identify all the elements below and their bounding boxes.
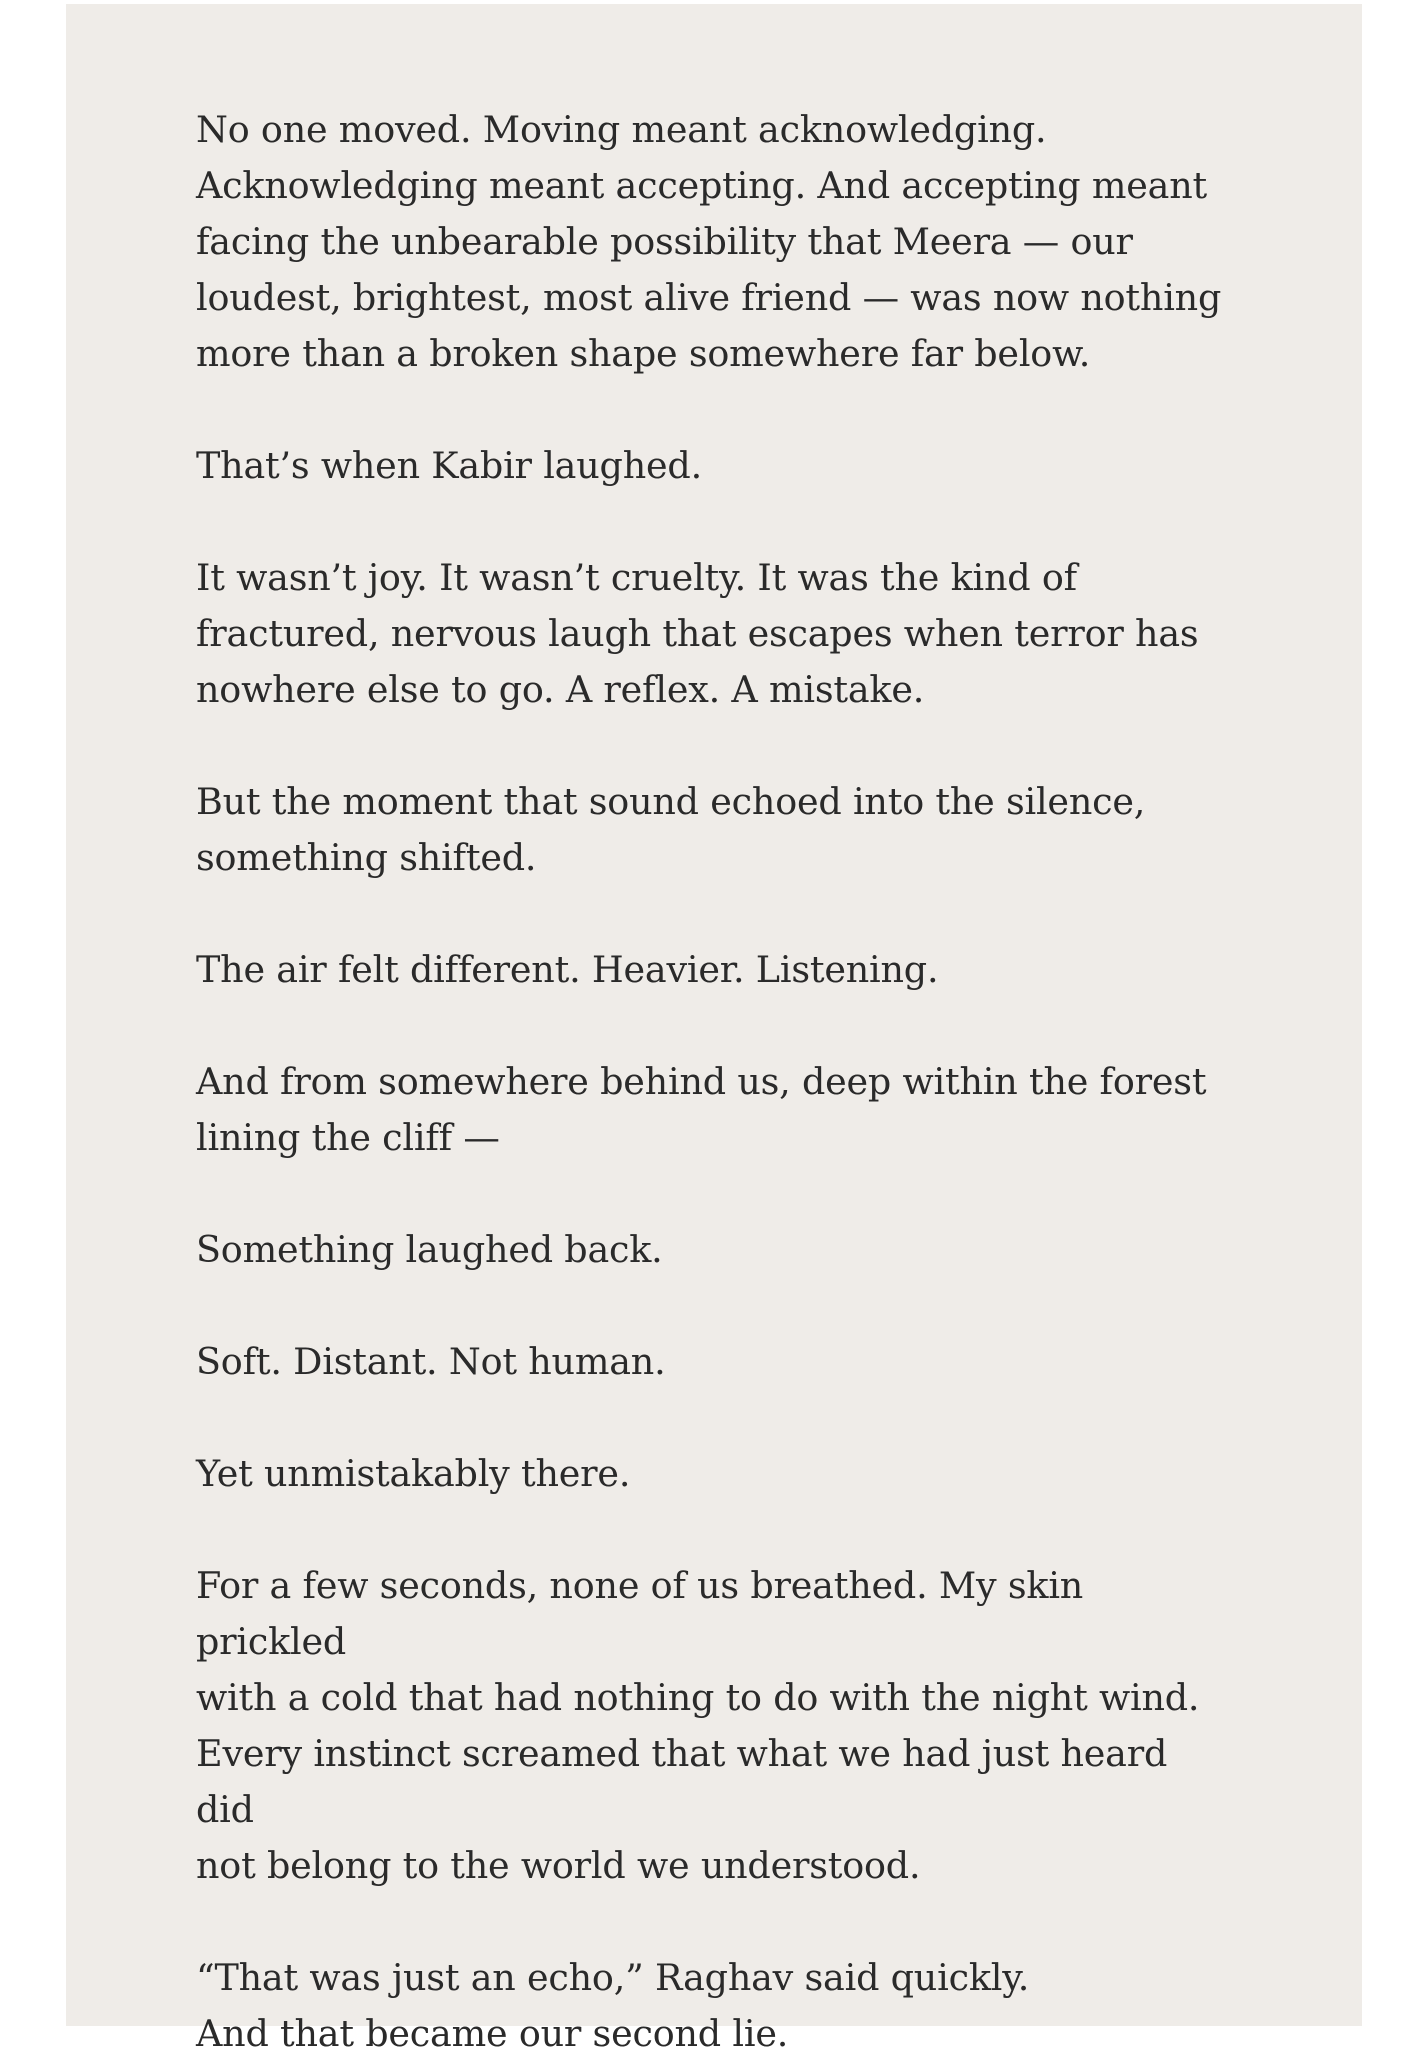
- paragraph: But the moment that sound echoed into the silence, something shifted.: [196, 780, 1146, 879]
- paragraph: That’s when Kabir laughed.: [196, 444, 702, 487]
- paragraph: Yet unmistakably there.: [196, 1452, 631, 1495]
- paragraph: And from somewhere behind us, deep within the forest lining the cliff —: [196, 1060, 1207, 1159]
- page-text: [196, 102, 1236, 2062]
- paragraph: It wasn’t joy. It wasn’t cruelty. It was the kind of fractured, nervous laugh that escapes when terror has nowhere else to go. A reflex. A mistake.: [196, 556, 1199, 711]
- paragraph: Soft. Distant. Not human.: [196, 1340, 666, 1383]
- paragraph: “That was just an echo,” Raghav said quickly. And that became our second lie.: [196, 1956, 1030, 2055]
- paragraph: For a few seconds, none of us breathed. My skin prickled with a cold that had nothing to do with the night wind. Every instinct screamed that what we had just heard did not belong to the world we understood.: [196, 1564, 1200, 1887]
- book-page: [66, 4, 1362, 2055]
- paragraph: Something laughed back.: [196, 1228, 663, 1271]
- paragraph: No one moved. Moving meant acknowledging. Acknowledging meant accepting. And accepting meant facing the unbearable possibility that Meera — our loudest, brightest, most alive friend — was now nothing more than a broken shape somewhere far below.: [196, 108, 1222, 375]
- paragraph: The air felt different. Heavier. Listening.: [196, 948, 939, 991]
